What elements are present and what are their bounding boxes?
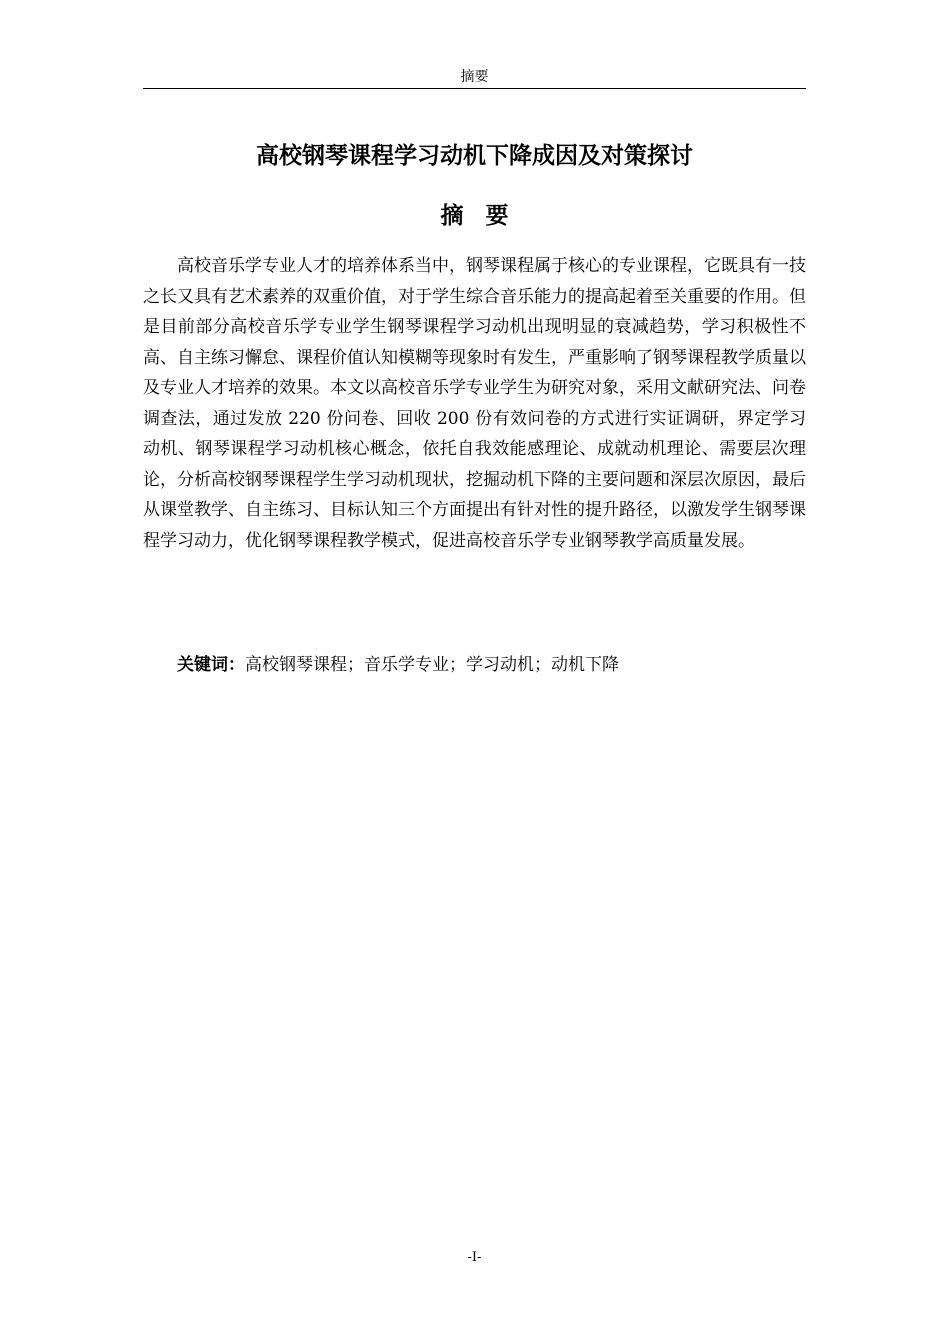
header-rule xyxy=(143,88,806,89)
document-title: 高校钢琴课程学习动机下降成因及对策探讨 xyxy=(256,143,693,169)
keywords-value: 高校钢琴课程；音乐学专业；学习动机；动机下降 xyxy=(245,655,619,675)
keywords-line xyxy=(177,650,806,680)
abstract-body: 高校音乐学专业人才的培养体系当中，钢琴课程属于核心的专业课程，它既具有一技之长又具有艺术素养的双重价值，对于学生综合音乐能力的提高起着至关重要的作用。但是目前部分高校音乐学专业学生钢琴课程学习动机出现明显的衰减趋势，学习积极性不高、自主练习懈怠、课程价值认知模糊等现象时有发生，严重影响了钢琴课程教学质量以及专业人才培养的效果。本文以高校音乐学专业学生为研究对象，采用文献研究法、问卷调查法，通过发放 220 份问卷、回收 200 份有效问卷的方式进行实证调研，界定学习动机、钢琴课程学习动机核心概念，依托自我效能感理论、成就动机理论、需要层次理论，分析高校钢琴课程学生学习动机现状，挖掘动机下降的主要问题和深层次原因，最后从课堂教学、自主练习、目标认知三个方面提出有针对性的提升路径，以激发学生钢琴课程学习动力，优化钢琴课程教学模式，促进高校音乐学专业钢琴教学高质量发展。 xyxy=(143,256,806,551)
abstract-heading: 摘要 xyxy=(440,203,531,229)
page-number: -I- xyxy=(467,1250,482,1265)
keywords-label: 关键词： xyxy=(177,655,245,675)
running-header: 摘要 xyxy=(460,69,489,85)
